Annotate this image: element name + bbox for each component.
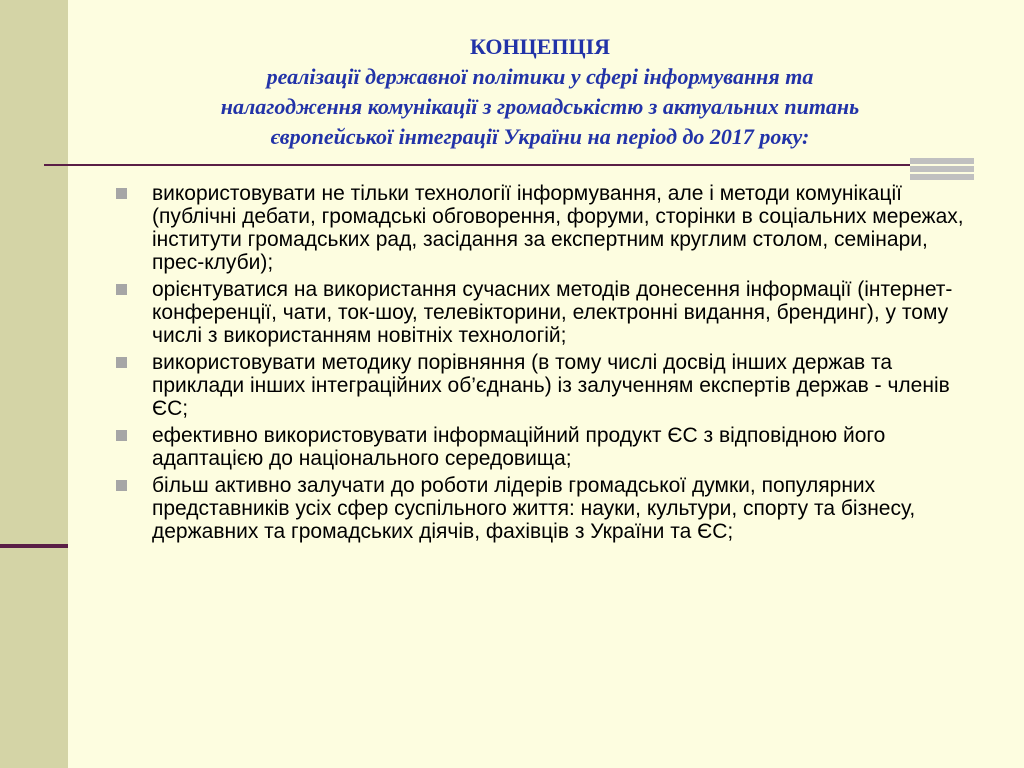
side-bar-divider <box>0 544 68 548</box>
bullet-text: ефективно використовувати інформаційний продукт ЄС з відповідною його адаптацією до національного середовища; <box>152 424 886 470</box>
slide-subtitle-line-2: налагодження комунікації з громадськістю з актуальних питань <box>220 94 860 119</box>
bullet-square-icon <box>116 284 127 295</box>
bullet-text: використовувати методику порівняння (в тому числі досвід інших держав та приклади інших інтеграційних об’єднань) із залученням експертів держав - членів ЄС; <box>152 351 950 420</box>
bullet-text: більш активно залучати до роботи лідерів громадської думки, популярних представників усіх сфер суспільного життя: науки, культури, спорту та бізнесу, державних та громадських діячів, фахівців з України та ЄС; <box>152 474 916 543</box>
title-accent-bars <box>910 158 974 180</box>
bullet-square-icon <box>116 430 127 441</box>
bullet-text: орієнтуватися на використання сучасних методів донесення інформації (інтернет-конференції, чати, ток-шоу, телевікторини, електронні видання, брендинг), у тому числі з використанням новітніх технологій; <box>152 278 953 347</box>
slide-title: КОНЦЕПЦІЯ <box>469 34 611 59</box>
bullet-text: використовувати не тільки технології інформування, але і методи комунікації (публічні дебати, громадські обговорення, форуми, сторінки в соціальних мережах, інститути громадських рад, засідання за експертним круглим столом, семінари, прес-клуби); <box>152 182 964 274</box>
slide-title-block <box>90 32 990 152</box>
bullet-square-icon <box>116 480 127 491</box>
slide-subtitle-line-3: європейської інтеграції України на період до 2017 року: <box>270 124 810 149</box>
list-item <box>110 182 980 274</box>
list-item <box>110 278 980 347</box>
slide-side-bar <box>0 0 68 768</box>
list-item <box>110 424 980 470</box>
bullet-square-icon <box>116 188 127 199</box>
slide-subtitle-line-1: реалізації державної політики у сфері інформування та <box>266 64 814 89</box>
bullet-list <box>110 182 980 547</box>
list-item <box>110 474 980 543</box>
bullet-square-icon <box>116 357 127 368</box>
list-item <box>110 351 980 420</box>
title-divider-line <box>44 164 974 166</box>
